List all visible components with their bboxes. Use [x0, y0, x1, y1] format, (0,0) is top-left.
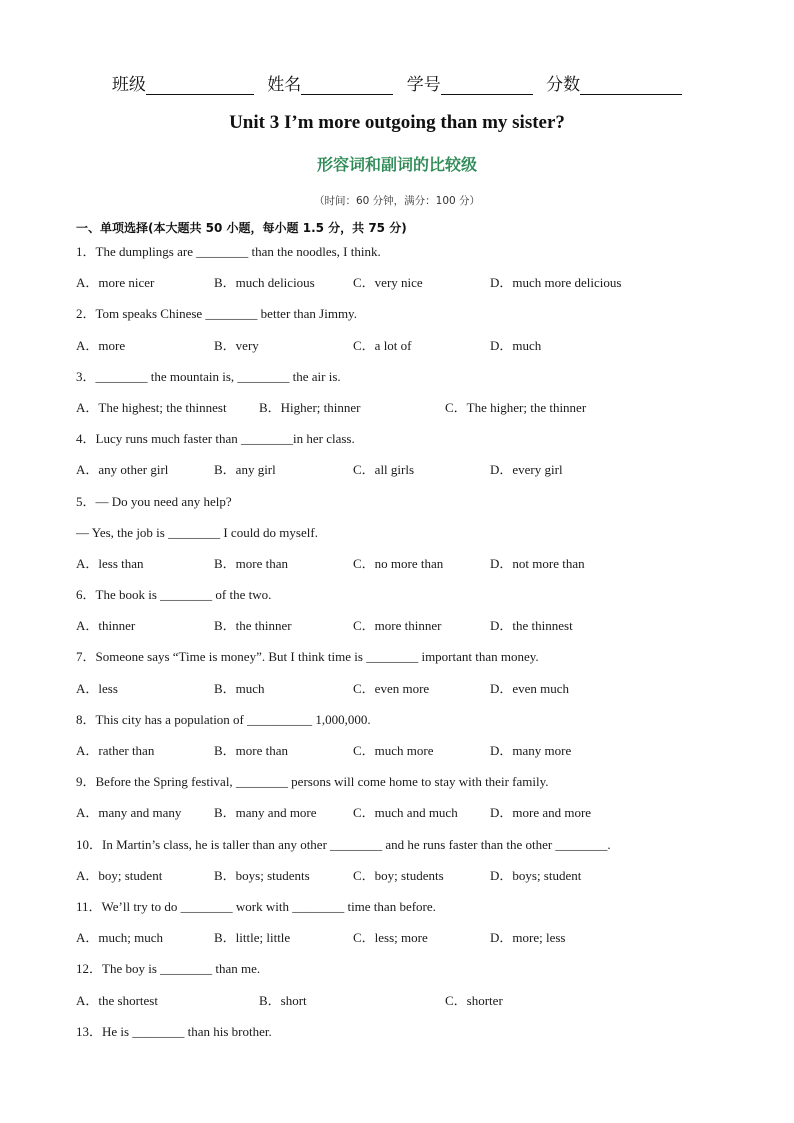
answer-option[interactable]: A．less than	[76, 555, 144, 571]
answer-option[interactable]: D．much more delicious	[490, 275, 622, 291]
answer-option[interactable]: D．more; less	[490, 930, 566, 946]
answer-option[interactable]: A．less	[76, 680, 118, 696]
answer-option[interactable]: C．all girls	[353, 462, 415, 478]
question-stem: 10．In Martin’s class, he is taller than any other ________ and he runs faster than the other ________.	[76, 836, 611, 852]
answer-option[interactable]: B．Higher; thinner	[259, 399, 361, 415]
answer-options	[76, 805, 716, 836]
answer-option[interactable]: A．thinner	[76, 618, 136, 634]
answer-option[interactable]: C．very nice	[353, 275, 423, 291]
answer-option[interactable]: A．many and many	[76, 805, 182, 821]
answer-option[interactable]: A．boy; student	[76, 867, 163, 883]
student-id-label: 学号	[406, 75, 441, 95]
answer-option[interactable]: C．more thinner	[353, 618, 442, 634]
answer-option[interactable]: C．no more than	[353, 555, 444, 571]
answer-option[interactable]: B．more than	[214, 555, 289, 571]
answer-option[interactable]: D．many more	[490, 743, 572, 758]
answer-option[interactable]: D．the thinnest	[490, 618, 573, 634]
answer-option[interactable]: B．very	[214, 337, 259, 353]
answer-option[interactable]: C．boy; students	[353, 867, 444, 883]
name-blank[interactable]	[301, 76, 393, 95]
answer-options	[76, 930, 716, 961]
answer-option[interactable]: C．The higher; the thinner	[445, 399, 587, 415]
student-id-blank[interactable]	[441, 76, 533, 95]
question-stem: 6．The book is ________ of the two.	[76, 587, 272, 603]
answer-option[interactable]: D．boys; student	[490, 867, 582, 883]
section-heading: 一、单项选择(本大题共 50 小题，每小题 1.5 分，共 75 分)	[76, 221, 407, 235]
student-info-line	[0, 70, 794, 95]
score-blank[interactable]	[580, 76, 682, 95]
answer-options	[76, 556, 716, 587]
question-stem: 7．Someone says “Time is money”. But I think time is ________ important than money.	[76, 649, 539, 665]
answer-option[interactable]: B．boys; students	[214, 867, 310, 883]
answer-options	[76, 681, 716, 712]
answer-option[interactable]: A．rather than	[76, 743, 155, 758]
answer-option[interactable]: A．The highest; the thinnest	[76, 399, 227, 415]
answer-option[interactable]: A．more	[76, 337, 126, 353]
answer-option[interactable]: C．much more	[353, 743, 434, 758]
answer-option[interactable]: B．much delicious	[214, 275, 315, 291]
answer-options	[76, 275, 716, 306]
unit-title: Unit 3 I’m more outgoing than my sister?	[229, 112, 565, 133]
question-stem: 5．— Do you need any help?	[76, 493, 232, 509]
question-list	[76, 244, 716, 1055]
exam-meta: （时间：60 分钟，满分：100 分）	[313, 195, 481, 207]
answer-option[interactable]: C．even more	[353, 680, 430, 696]
answer-option[interactable]: D．much	[490, 337, 542, 353]
question-stem: 4．Lucy runs much faster than ________in her class.	[76, 431, 355, 447]
answer-option[interactable]: D．even much	[490, 680, 570, 696]
answer-option[interactable]: D．not more than	[490, 555, 585, 571]
question-stem: 3．________ the mountain is, ________ the air is.	[76, 368, 341, 384]
answer-option[interactable]: B．many and more	[214, 805, 317, 821]
name-label: 姓名	[267, 75, 302, 95]
answer-options	[76, 993, 716, 1024]
answer-option[interactable]: D．every girl	[490, 462, 563, 478]
answer-options	[76, 743, 716, 774]
answer-option[interactable]: A．the shortest	[76, 992, 158, 1008]
answer-options	[76, 618, 716, 649]
answer-option[interactable]: B．the thinner	[214, 618, 292, 634]
answer-options	[76, 338, 716, 369]
question-stem: 11．We’ll try to do ________ work with ________ time than before.	[76, 898, 436, 914]
score-label: 分数	[546, 75, 581, 95]
question-stem: 9．Before the Spring festival, ________ persons will come home to stay with their family.	[76, 774, 549, 790]
answer-options	[76, 462, 716, 493]
answer-option[interactable]: A．more nicer	[76, 275, 155, 291]
answer-option[interactable]: B．little; little	[214, 930, 291, 946]
question-stem: — Yes, the job is ________ I could do myself.	[76, 524, 318, 540]
question-stem: 1．The dumplings are ________ than the noodles, I think.	[76, 244, 381, 259]
question-stem: 13．He is ________ than his brother.	[76, 1023, 272, 1039]
answer-options	[76, 868, 716, 899]
question-stem: 8．This city has a population of __________ 1,000,000.	[76, 711, 371, 727]
answer-option[interactable]: B．any girl	[214, 462, 276, 478]
topic-subtitle: 形容词和副词的比较级	[316, 155, 477, 174]
answer-option[interactable]: B．much	[214, 680, 265, 696]
answer-option[interactable]: C．much and much	[353, 805, 458, 821]
question-stem: 12．The boy is ________ than me.	[76, 961, 261, 977]
answer-option[interactable]: D．more and more	[490, 805, 592, 821]
question-stem: 2．Tom speaks Chinese ________ better than Jimmy.	[76, 306, 357, 322]
answer-option[interactable]: A．any other girl	[76, 462, 169, 478]
answer-option[interactable]: B．short	[259, 992, 307, 1008]
answer-option[interactable]: B．more than	[214, 743, 289, 758]
answer-options	[76, 400, 716, 431]
answer-option[interactable]: C．a lot of	[353, 337, 412, 353]
answer-option[interactable]: A．much; much	[76, 930, 164, 946]
class-label: 班级	[111, 75, 146, 95]
class-blank[interactable]	[146, 76, 254, 95]
answer-option[interactable]: C．shorter	[445, 992, 503, 1008]
answer-option[interactable]: C．less; more	[353, 930, 428, 946]
